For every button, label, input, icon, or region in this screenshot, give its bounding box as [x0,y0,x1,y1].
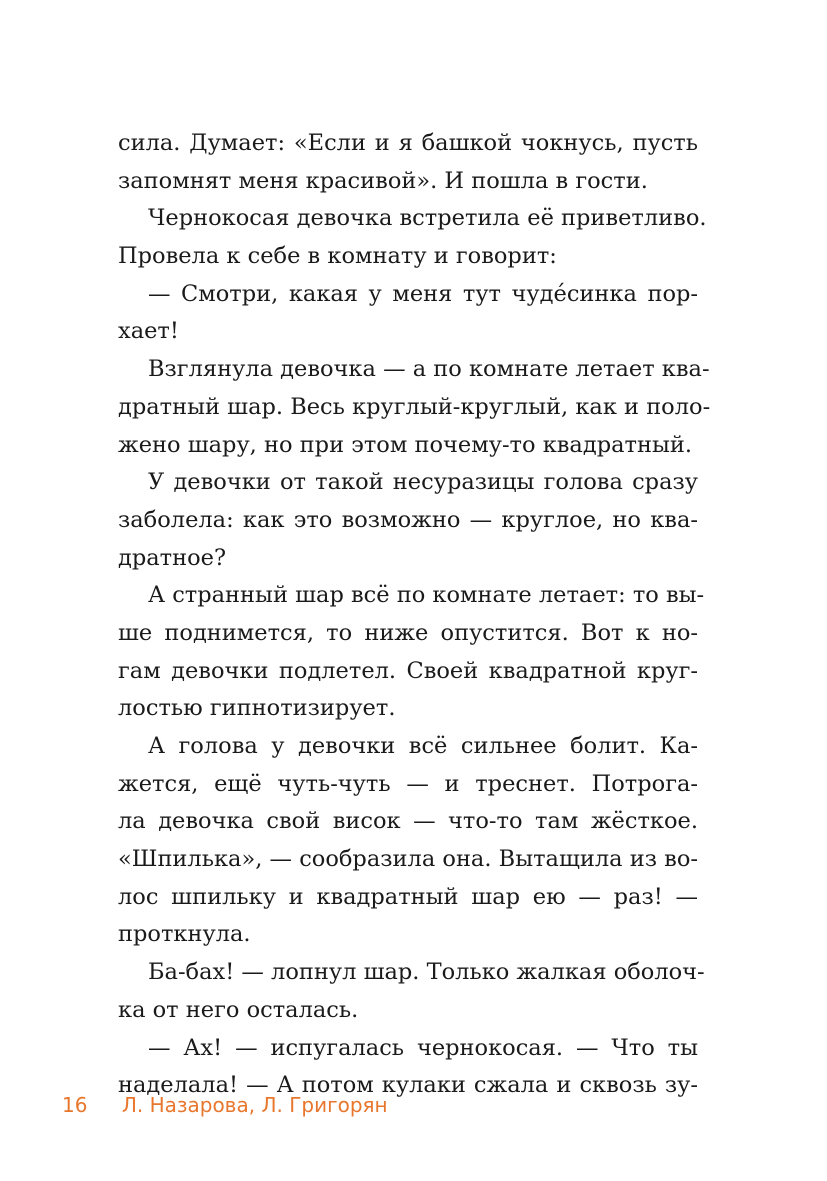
text-line: наделала! — А потом кулаки сжала и сквозь зу- [118,1072,698,1099]
text-line: У девочки от такой несуразицы голова сразу [148,469,698,496]
text-line: заболела: как это возможно — круглое, но ква- [118,506,698,533]
text-line: дратный шар. Весь круглый-круглый, как и поло- [118,393,711,420]
page-number: 16 [62,1093,88,1117]
text-line: лостью гипнотизирует. [118,695,396,722]
text-line: ка от него осталась. [118,996,359,1023]
text-line: — Смотри, какая у меня тут чуде́синка пор- [148,280,698,307]
text-line: запомнят меня красивой». И пошла в гости. [118,167,648,194]
text-line: проткнула. [118,921,251,948]
text-line: А странный шар всё по комнате летает: то вы- [148,582,705,609]
text-line: жется, ещё чуть-чуть — и треснет. Потрога- [118,770,698,797]
text-line: А голова у девочки всё сильнее болит. Ка- [148,733,698,759]
text-line: Чернокосая девочка встретила её приветливо. [148,205,707,232]
text-line: гам девочки подлетел. Своей квадратной круг- [118,657,698,684]
text-line: — Ах! — испугалась чернокосая. — Что ты [148,1034,698,1061]
text-line: лос шпильку и квадратный шар ею — раз! — [118,883,698,910]
running-footer-authors: Л. Назарова, Л. Григорян [121,1093,388,1117]
text-line: ла девочка свой висок — что-то там жёсткое. [118,808,698,835]
body-text [118,125,711,1105]
text-line: «Шпилька», — сообразила она. Вытащила из во- [118,846,698,873]
text-line: хает! [118,318,179,345]
text-line: Провела к себе в комнату и говорит: [118,243,557,270]
text-line: сила. Думает: «Если и я башкой чокнусь, пусть [118,130,698,156]
text-line: Ба-бах! — лопнул шар. Только жалкая оболоч- [148,959,705,986]
page-footer [62,1093,388,1117]
text-line: дратное? [118,544,227,571]
text-line: Взглянула девочка — а по комнате летает ква- [148,356,710,383]
text-line: ше поднимется, то ниже опустится. Вот к но- [118,619,698,646]
text-line: жено шару, но при этом почему-то квадратный. [118,431,693,458]
